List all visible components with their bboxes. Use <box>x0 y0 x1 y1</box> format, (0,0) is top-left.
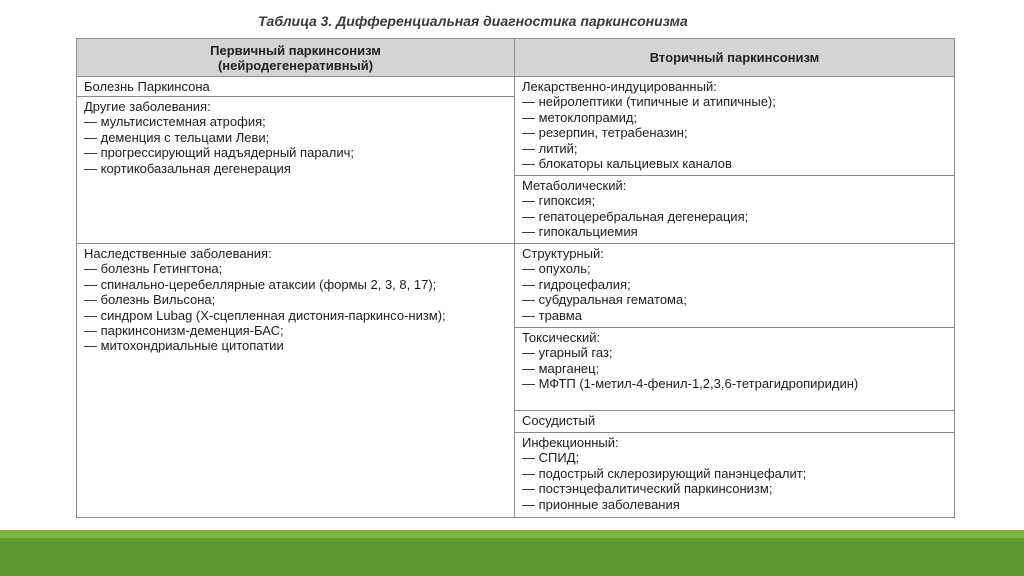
footer-band-dark <box>0 538 1024 576</box>
list-item: — прионные заболевания <box>522 496 680 512</box>
list-item: — болезнь Вильсона; <box>84 292 216 308</box>
list-item: — субдуральная гематома; <box>522 292 687 308</box>
cell-hereditary-diseases <box>77 244 515 517</box>
list-item: — нейролептики (типичные и атипичные); <box>522 94 776 110</box>
cell-title: Наследственные заболевания: <box>84 246 272 261</box>
cell-metabolic <box>515 176 954 244</box>
cell-drug-induced <box>515 77 954 176</box>
list-item: — кортикобазальная дегенерация <box>84 160 291 176</box>
cell-title: Сосудистый <box>522 413 596 428</box>
cell-title: Инфекционный: <box>522 435 619 450</box>
list-item: — деменция с тельцами Леви; <box>84 129 270 145</box>
cell-vascular <box>515 411 954 433</box>
cell-structural <box>515 244 954 328</box>
list-item: — паркинсонизм-деменция-БАС; <box>84 323 284 339</box>
cell-title: Токсический: <box>522 330 601 345</box>
table-caption: Таблица 3. Дифференциальная диагностика паркинсонизма <box>258 13 688 29</box>
list-item: — прогрессирующий надъядерный паралич; <box>84 145 355 161</box>
list-item: — резерпин, тетрабеназин; <box>522 125 688 141</box>
list-item: — болезнь Гетингтона; <box>84 261 223 277</box>
list-item: — блокаторы кальциевых каналов <box>522 156 732 172</box>
diagnosis-table <box>76 38 955 518</box>
cell-title: Структурный: <box>522 246 604 261</box>
list-item: — литий; <box>522 140 578 156</box>
list-item: — опухоль; <box>522 261 591 277</box>
list-item: — гепатоцеребральная дегенерация; <box>522 208 749 224</box>
cell-parkinson-disease <box>77 77 515 97</box>
cell-toxic <box>515 328 954 411</box>
list-item: — травма <box>522 307 582 323</box>
list-item: — МФТП (1-метил-4-фенил-1,2,3,6-тетрагидропиридин) <box>522 376 859 392</box>
cell-title: Метаболический: <box>522 178 627 193</box>
list-item: — метоклопрамид; <box>522 109 638 125</box>
list-item: — гидроцефалия; <box>522 276 631 292</box>
footer-band-light <box>0 530 1024 538</box>
cell-title: Болезнь Паркинсона <box>84 79 210 94</box>
list-item: — подострый склерозирующий панэнцефалит; <box>522 465 807 481</box>
header-primary: Первичный паркинсонизм (нейродегенеративный) <box>77 39 515 77</box>
list-item: — гипоксия; <box>522 193 596 209</box>
list-item: — постэнцефалитический паркинсонизм; <box>522 481 773 497</box>
cell-infectious <box>515 433 954 517</box>
cell-other-diseases <box>77 97 515 244</box>
cell-title: Лекарственно-индуцированный: <box>522 79 717 94</box>
list-item: — мультисистемная атрофия; <box>84 114 266 130</box>
list-item: — СПИД; <box>522 450 580 466</box>
list-item: — гипокальциемия <box>522 224 638 240</box>
header-secondary: Вторичный паркинсонизм <box>515 39 954 77</box>
list-item: — спинально-церебеллярные атаксии (формы 2, 3, 8, 17); <box>84 276 437 292</box>
list-item: — марганец; <box>522 360 600 376</box>
list-item: — угарный газ; <box>522 345 613 361</box>
list-item: — митохондриальные цитопатии <box>84 338 284 354</box>
cell-title: Другие заболевания: <box>84 99 211 114</box>
list-item: — синдром Lubag (Х-сцепленная дистония-паркинсо-низм); <box>84 307 446 323</box>
